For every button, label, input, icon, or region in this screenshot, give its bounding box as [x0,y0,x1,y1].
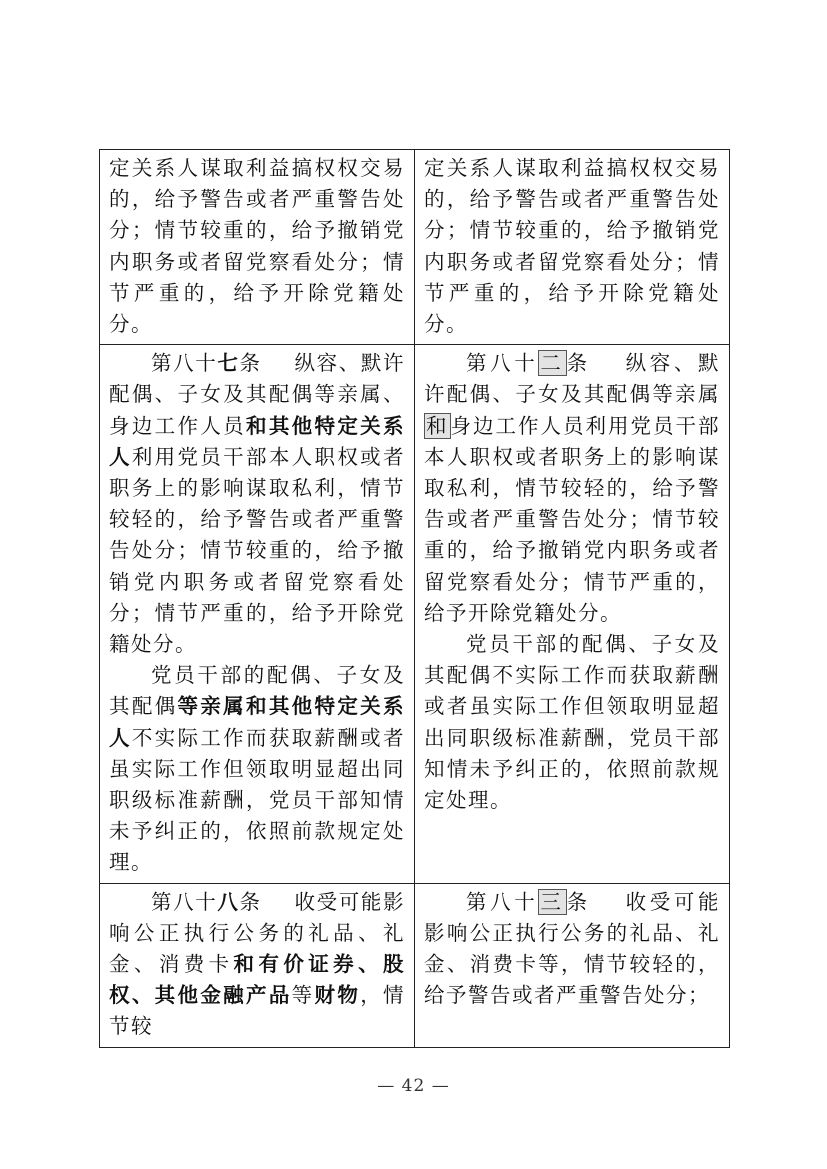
text-span: 第八十 [151,889,218,914]
text-span: 等 [291,983,315,1008]
right-cell [415,883,730,1047]
highlighted-text: 三 [540,889,565,914]
text-span: 条 [239,889,262,914]
article-paragraph [424,348,720,629]
left-cell [100,345,415,883]
page-number: — 42 — [377,1076,450,1096]
left-cell [100,150,415,345]
changed-text: 财物 [314,983,361,1008]
text-span: ，情节较 [109,983,406,1039]
text-span: 利用党员干部本人职权或者职务上的影响谋取私利，情节较轻的，给予警告或者严重警告处分；情节较重的，给予撤销党内职务或者留党察看处分；情节严重的，给予开除党籍处分。 [109,444,406,657]
article-paragraph: 党员干部的配偶、子女及其配偶不实际工作而获取薪酬或者虽实际工作但领取明显超出同职级标准薪酬，党员干部知情未予纠正的，依照前款规定处理。 [424,632,720,813]
right-cell [415,150,730,345]
table-row [100,345,730,883]
text-span: 党员干部的配偶、子女及其配偶 [109,663,405,719]
text-span: 第八十 [466,351,539,376]
text-span: 第八十 [466,889,539,914]
text-span: 收受可能影响公正执行公务的礼品、礼金、消费卡 [109,889,406,977]
highlighted-text: 和 [426,413,449,438]
text-span: 第八十 [151,351,218,376]
changed-text: 七 [217,351,240,376]
changed-text: 和有价证券、股权、其他金融产品 [109,952,406,1008]
table-row [100,883,730,1047]
text-span: 条 [566,351,591,376]
right-cell [415,345,730,883]
text-span: 条 [239,351,262,376]
left-cell [100,883,415,1047]
text-span: 纵容、默许配偶、子女及其配偶等亲属、身边工作人员 [109,351,406,438]
article-paragraph [109,887,405,1043]
changed-text: 和其他特定关系人 [109,413,405,469]
article-paragraph [109,660,405,878]
highlighted-text: 二 [540,351,565,376]
changed-text: 八 [217,889,240,914]
text-span: 收受可能影响公正执行公务的礼品、礼金、消费卡等，情节较轻的，给予警告或者严重警告处分； [424,889,721,1008]
comparison-table [99,149,730,1048]
table-row [100,150,730,345]
text-span: 不实际工作而获取薪酬或者虽实际工作但领取明显超出同职级标准薪酬，党员干部知情未予纠正的，依照前款规定处理。 [109,725,406,875]
text-span: 纵容、默许配偶、子女及其配偶等亲属 [424,351,721,407]
article-paragraph [109,348,405,660]
article-text: 定关系人谋取利益搞权权交易的，给予警告或者严重警告处分；情节较重的，给予撤销党内职务或者留党察看处分；情节严重的，给予开除党籍处分。 [424,156,720,337]
article-text: 定关系人谋取利益搞权权交易的，给予警告或者严重警告处分；情节较重的，给予撤销党内职务或者留党察看处分；情节严重的，给予开除党籍处分。 [109,156,405,337]
article-paragraph [424,887,720,1012]
changed-text: 等亲属和其他特定关系人 [109,694,405,750]
text-span: 条 [566,889,591,914]
text-span: 身边工作人员利用党员干部本人职权或者职务上的影响谋取私利，情节较轻的，给予警告或者严重警告处分；情节较重的，给予撤销党内职务或者留党察看处分；情节严重的，给予开除党籍处分。 [424,413,720,625]
